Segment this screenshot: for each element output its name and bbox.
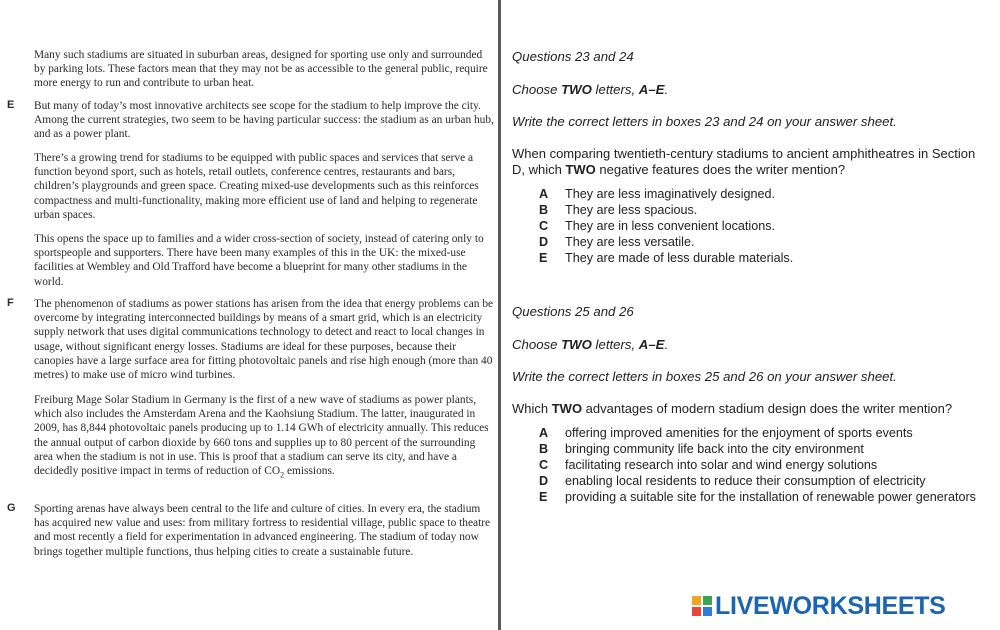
option-c[interactable]	[539, 219, 775, 233]
logo-square-icon	[692, 607, 701, 616]
reading-passage	[0, 0, 495, 630]
option-d[interactable]	[539, 235, 695, 249]
option-a[interactable]	[539, 187, 775, 201]
option-b[interactable]	[539, 203, 697, 217]
section-label-f: F	[7, 297, 14, 309]
option-letter: A	[539, 187, 549, 201]
paragraph: The phenomenon of stadiums as power stations has arisen from the idea that energy problems can be overcome by integrating interconnected buildings by means of a smart grid, which is an electricity supply network that uses digital communications technology to detect and react to local changes in usage, without significant energy losses. Stadiums are ideal for these purposes, because their canopies have a large surface area for fitting photovoltaic panels and rise high enough (more than 40 metres) to make use of micro wind turbines.	[34, 298, 494, 382]
option-letter: C	[539, 219, 549, 233]
subscript: 2	[280, 470, 285, 480]
paragraph: There’s a growing trend for stadiums to be equipped with public spaces and services that serve a function beyond sport, such as hotels, retail outlets, conference centres, restaurants and bars, children’s playgrounds and green space. Creating mixed-use developments such as this reinforces compactness and multi-functionality, making more efficient use of land and helping to regenerate urban spaces.	[34, 152, 479, 221]
column-divider	[498, 0, 501, 630]
option-c[interactable]	[539, 458, 877, 472]
option-text: They are less spacious.	[565, 203, 698, 217]
option-text: They are less versatile.	[565, 235, 695, 249]
option-text: facilitating research into solar and wind energy solutions	[565, 458, 878, 472]
option-text: They are made of less durable materials.	[565, 251, 794, 265]
answer-instruction: Write the correct letters in boxes 23 and 24 on your answer sheet.	[512, 114, 897, 129]
paragraph: But many of today’s most innovative architects see scope for the stadium to help improve the city. Among the current strategies, two seem to be having particular success: the stadium as an urban hub, and as a power plant.	[34, 100, 494, 141]
option-letter: A	[539, 426, 549, 440]
option-letter: B	[539, 203, 549, 217]
paragraph: Many such stadiums are situated in suburban areas, designed for sporting use only and surrounded by parking lots. These factors mean that they may not be as accessible to the general public, require more energy to run and contribute to urban heat.	[34, 49, 488, 90]
option-letter: D	[539, 235, 549, 249]
paragraph: This opens the space up to families and a wider cross-section of society, instead of catering only to sportspeople and supporters. There have been many examples of this in the UK: the mixed-use facilities at Wembley and Old Trafford have become a blueprint for many other stadiums in the world.	[34, 233, 484, 288]
option-letter: E	[539, 251, 548, 265]
option-text: They are in less convenient locations.	[565, 219, 776, 233]
option-letter: E	[539, 490, 548, 504]
option-text: They are less imaginatively designed.	[565, 187, 776, 201]
option-text: enabling local residents to reduce their consumption of electricity	[565, 474, 926, 488]
questions-panel	[512, 0, 992, 630]
paragraph-text-end: emissions.	[284, 465, 335, 478]
question-text: When comparing twentieth-century stadiums to ancient amphitheatres in Section D, which TWO negative features does the writer mention?	[512, 146, 976, 177]
question-heading: Questions 23 and 24	[512, 49, 634, 64]
option-b[interactable]	[539, 442, 864, 456]
section-label-e: E	[7, 99, 15, 111]
option-text: offering improved amenities for the enjoyment of sports events	[565, 426, 913, 440]
option-letter: C	[539, 458, 549, 472]
option-e[interactable]	[539, 251, 793, 265]
option-e[interactable]	[539, 490, 976, 504]
option-letter: B	[539, 442, 549, 456]
question-instruction: Choose TWO letters, A–E.	[512, 82, 669, 97]
option-text: providing a suitable site for the installation of renewable power generators	[565, 490, 976, 504]
liveworksheets-logo[interactable]	[692, 591, 946, 621]
answer-instruction: Write the correct letters in boxes 25 and 26 on your answer sheet.	[512, 369, 897, 384]
question-instruction: Choose TWO letters, A–E.	[512, 337, 669, 352]
paragraph	[34, 393, 494, 483]
option-a[interactable]	[539, 426, 913, 440]
liveworksheets-logo-icon	[692, 596, 713, 617]
paragraph: Sporting arenas have always been central to the life and culture of cities. In every era, the stadium has acquired new value and uses: from military fortress to residential village, public space to theatre and most recently a field for experimentation in advanced engineering. The stadium of today now brings together multiple functions, thus helping cities to create a sustainable future.	[34, 503, 491, 558]
question-heading: Questions 25 and 26	[512, 304, 634, 319]
option-letter: D	[539, 474, 549, 488]
option-d[interactable]	[539, 474, 926, 488]
option-text: bringing community life back into the city environment	[565, 442, 864, 456]
section-label-g: G	[7, 502, 16, 514]
paragraph-text: Freiburg Mage Solar Stadium in Germany is the first of a new wave of stadiums as power plants, which also includes the Amsterdam Arena and the Kaohsiung Stadium. The latter, inaugurated in 2009, has 8,844 photovoltaic panels producing up to 1.14 GWh of electricity annually. This reduces the annual output of carbon dioxide by 660 tons and supplies up to 80 percent of the surrounding area when the stadium is not in use. This is proof that a stadium can serve its city, and have a decidedly positive impact in terms of reduction of CO	[34, 394, 489, 478]
logo-square-icon	[703, 596, 712, 605]
question-text: Which TWO advantages of modern stadium design does the writer mention?	[512, 401, 953, 416]
logo-square-icon	[703, 607, 712, 616]
logo-square-icon	[692, 596, 701, 605]
logo-text: LIVEWORKSHEETS	[715, 591, 946, 620]
